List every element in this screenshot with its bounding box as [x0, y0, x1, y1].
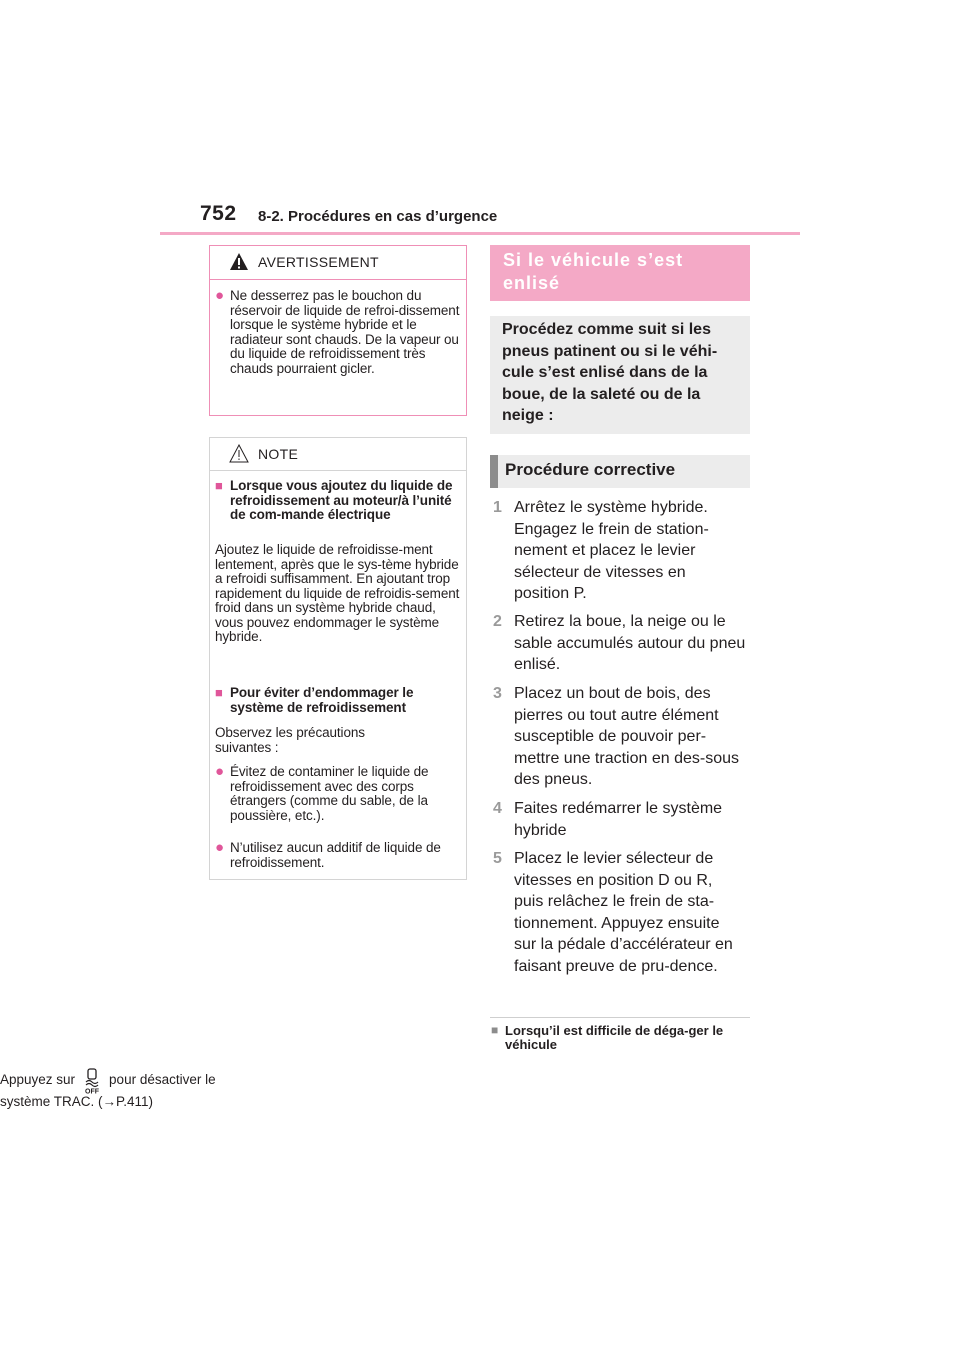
- step-number: 4: [493, 800, 502, 817]
- tip-text-before: Appuyez sur: [0, 1072, 76, 1087]
- bullet-dot-icon: ●: [215, 287, 224, 304]
- trac-off-icon: [81, 1068, 103, 1094]
- trac-off-label: OFF: [85, 1088, 100, 1094]
- intro-box: [490, 316, 750, 434]
- step-text: Arrêtez le système hybride. Engagez le frein de station-nement et placez le levier sélecteur de vitesses en position P.: [514, 499, 709, 602]
- note-section-body: Ajoutez le liquide de refroidisse-ment lentement, après que le sys-tème hybride a refroidi suffisamment. En ajoutant trop rapidement du liquide de refroidis-sement froid dans un système hybride chaud, vous pouvez endommager le système hybride.: [215, 542, 460, 644]
- tip-text-after: pour désactiver le système TRAC. (→P.411): [0, 1072, 216, 1109]
- step-number: 1: [493, 499, 502, 516]
- square-bullet-icon: ■: [215, 478, 223, 493]
- warning-header: [210, 246, 466, 280]
- bullet-dot-icon: ●: [215, 839, 224, 856]
- bullet-dot-icon: ●: [215, 763, 224, 780]
- header-rule: [160, 232, 800, 235]
- subheading-title: Procédure corrective: [505, 460, 676, 479]
- warning-box: [209, 245, 467, 416]
- subheading-bar: [490, 455, 750, 488]
- chapter-title: 8-2. Procédures en cas d’urgence: [258, 208, 498, 225]
- tip-text: [0, 1068, 262, 1109]
- intro-text: Procédez comme suit si les pneus patinent ou si le véhi-cule s’est enlisé dans de la boue, de la saleté ou de la neige :: [502, 321, 718, 424]
- page-number: 752: [200, 202, 237, 225]
- note-section-body: Observez les précautions suivantes :: [215, 725, 365, 755]
- step-text: Placez un bout de bois, des pierres ou tout autre élément susceptible de pouvoir per-mettre une traction en des-sous des pneus.: [514, 685, 740, 788]
- tip-heading-text: Lorsqu’il est difficile de déga-ger le véhicule: [505, 1023, 724, 1052]
- note-title: NOTE: [258, 446, 299, 462]
- warning-bullet-text: Ne desserrez pas le bouchon du réservoir de liquide de refroi-dissement lorsque le système hybride et le radiateur sont chauds. De la vapeur ou du liquide de refroidissement très chauds pourraient gicler.: [230, 288, 460, 376]
- subheading-accent: [490, 455, 498, 488]
- warning-title: AVERTISSEMENT: [258, 254, 379, 270]
- section-divider: [490, 1017, 750, 1018]
- step-number: 5: [493, 850, 502, 867]
- warning-triangle-icon: [229, 252, 249, 271]
- step-text: Placez le levier sélecteur de vitesses en position D ou R, puis relâchez le frein de sta-tionnement. Appuyez ensuite sur la pédale d’accélérateur en faisant preuve de pru-dence.: [514, 850, 733, 975]
- section-title-band: [490, 245, 750, 301]
- caution-triangle-icon: [229, 444, 249, 463]
- note-box: NOTE ■ Lorsque vous ajoutez du liquide de refroidissement au moteur/à l’unité de com-mande électrique Ajoutez le liquide de refroidisse-ment lentement, après que le sys-tème hybride a refroidi suffisamment. En ajoutant trop rapidement du liquide de refroidis-sement froid dans un système hybride chaud, vous pouvez endommager le système hybride. ■ Pour éviter d’endommager le système de refroidissement Observez les précautions suivantes : ● Évitez de contaminer le liquide de refroidissement avec des corps étrangers (comme du sable, de la poussière, etc.). ● N’utilisez aucun additif de liquide de refroidissement.: [209, 437, 467, 880]
- note-header: [210, 438, 466, 471]
- step-number: 3: [493, 685, 502, 702]
- square-bullet-icon: ■: [215, 685, 223, 700]
- square-bullet-icon: ■: [491, 1023, 499, 1037]
- step-number: 2: [493, 613, 502, 630]
- step-text: Retirez la boue, la neige ou le sable accumulés autour du pneu enlisé.: [514, 613, 746, 673]
- step-text: Faites redémarrer le système hybride: [514, 800, 723, 839]
- section-title: Si le véhicule s’est enlisé: [503, 250, 684, 293]
